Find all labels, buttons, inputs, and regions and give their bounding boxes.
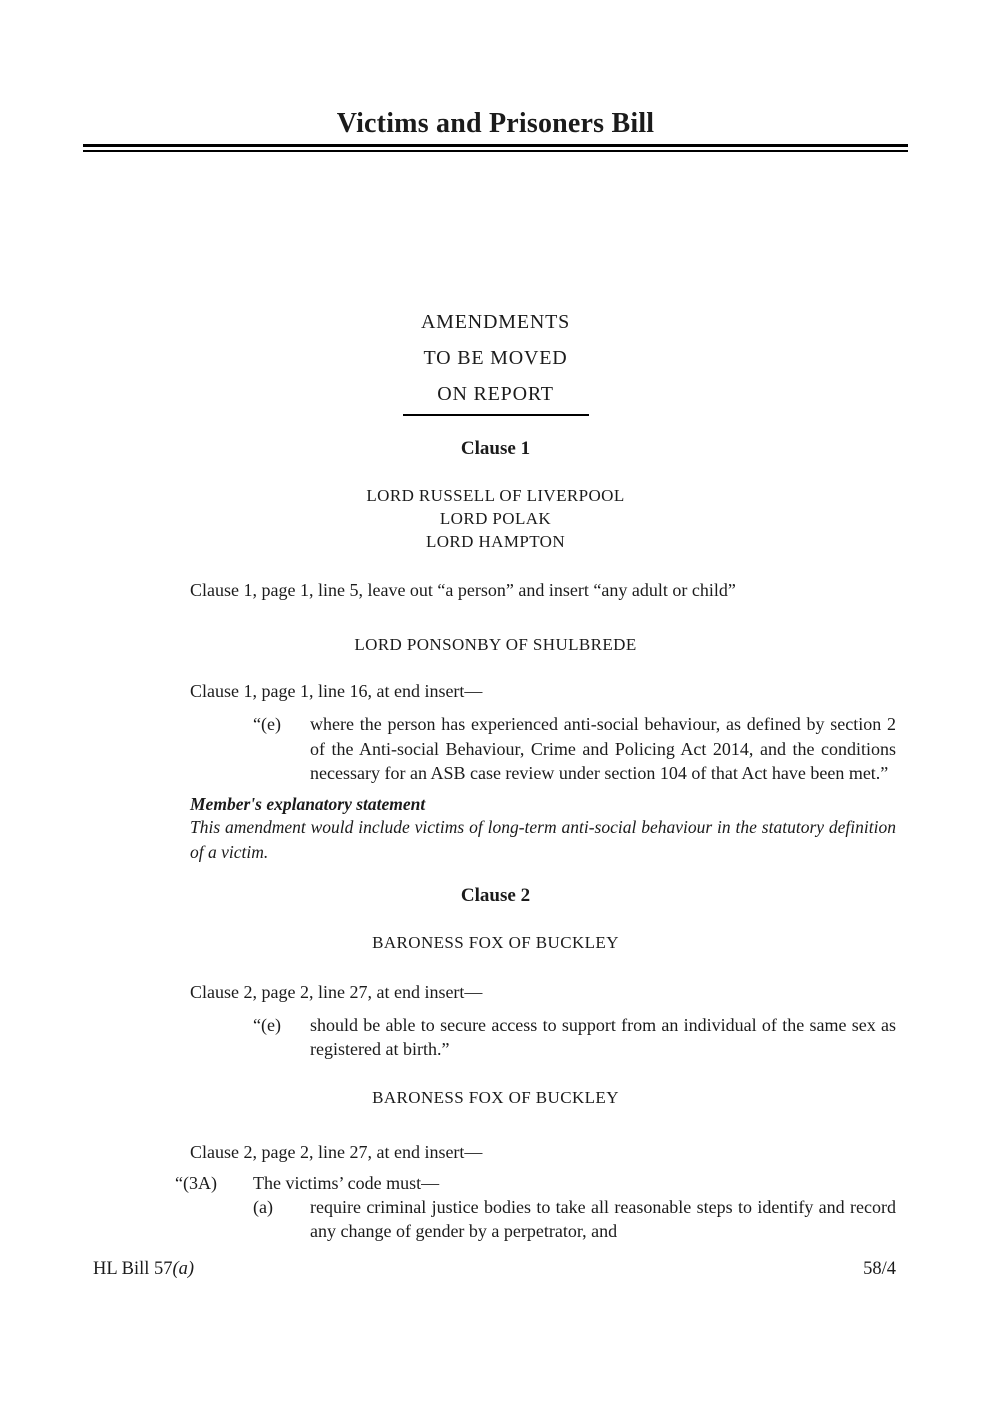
- item-label: “(e): [253, 1014, 281, 1035]
- sponsor-name: LORD RUSSELL OF LIVERPOOL: [366, 486, 625, 505]
- sponsor-name: BARONESS FOX OF BUCKLEY: [372, 1087, 619, 1107]
- explanatory-statement-text: This amendment would include victims of long-term anti-social behaviour in the statutory definition of a victim.: [190, 816, 896, 862]
- clause-1-heading: Clause 1: [460, 438, 531, 459]
- sponsor-name: BARONESS FOX OF BUCKLEY: [372, 932, 619, 952]
- clause-2-amendment-1-sponsors: [95, 931, 896, 954]
- clause-1-amendment-1-sponsors: [95, 484, 896, 553]
- preamble-line-amendments: AMENDMENTS: [420, 311, 571, 333]
- clause-2-heading: Clause 2: [460, 884, 531, 906]
- subsection-text: The victims’ code must—: [253, 1172, 440, 1193]
- clause-1-amendment-2-sponsors: [95, 633, 896, 656]
- clause-2-amendment-1-item-e: [95, 1013, 896, 1062]
- explanatory-statement-heading: Member's explanatory statement: [190, 793, 426, 814]
- footer-bill-reference: [93, 1258, 194, 1280]
- page-footer: [93, 1258, 896, 1280]
- bill-number: HL Bill 57: [93, 1259, 173, 1279]
- item-text: where the person has experienced anti-social behaviour, as defined by section 2 of the Anti-social Behaviour, Crime and Policing Act 2014, and the conditions necessary for an ASB case review under section 104 of that Act have been met.”: [310, 714, 896, 783]
- preamble-underline: [403, 414, 589, 416]
- item-label: (a): [253, 1196, 273, 1217]
- clause-2-amendment-2-sponsors: [95, 1086, 896, 1109]
- clause-2-amendment-2-instruction: Clause 2, page 2, line 27, at end insert—: [190, 1141, 483, 1162]
- footer-page-ref: 58/4: [863, 1259, 896, 1279]
- bill-suffix: (a): [172, 1259, 195, 1279]
- subsection-label: “(3A): [175, 1172, 217, 1193]
- item-label: “(e): [253, 714, 281, 734]
- preamble-line-on-report: ON REPORT: [437, 383, 554, 405]
- clause-1-amendment-1-instruction: Clause 1, page 1, line 5, leave out “a person” and insert “any adult or child”: [190, 580, 736, 600]
- clause-2-amendment-1-instruction: Clause 2, page 2, line 27, at end insert—: [190, 981, 483, 1002]
- page-title: Victims and Prisoners Bill: [336, 108, 655, 139]
- clause-1-amendment-2-instruction: Clause 1, page 1, line 16, at end insert—: [190, 681, 483, 701]
- sponsor-name: LORD PONSONBY OF SHULBREDE: [354, 635, 637, 654]
- clause-2-amendment-2-item-a: [95, 1195, 896, 1244]
- preamble-line-to-be-moved: TO BE MOVED: [423, 347, 568, 369]
- clause-1-amendment-2-item-e: [95, 712, 896, 786]
- preamble-block: [95, 304, 896, 416]
- clause-2-amendment-2-subsection-3a: [95, 1171, 896, 1195]
- title-double-rule: [83, 144, 908, 152]
- sponsor-name: LORD POLAK: [439, 509, 552, 528]
- item-text: should be able to secure access to support from an individual of the same sex as registered at birth.”: [310, 1014, 896, 1059]
- sponsor-name: LORD HAMPTON: [425, 532, 566, 551]
- item-text: require criminal justice bodies to take all reasonable steps to identify and record any change of gender by a perpetrator, and: [310, 1196, 896, 1241]
